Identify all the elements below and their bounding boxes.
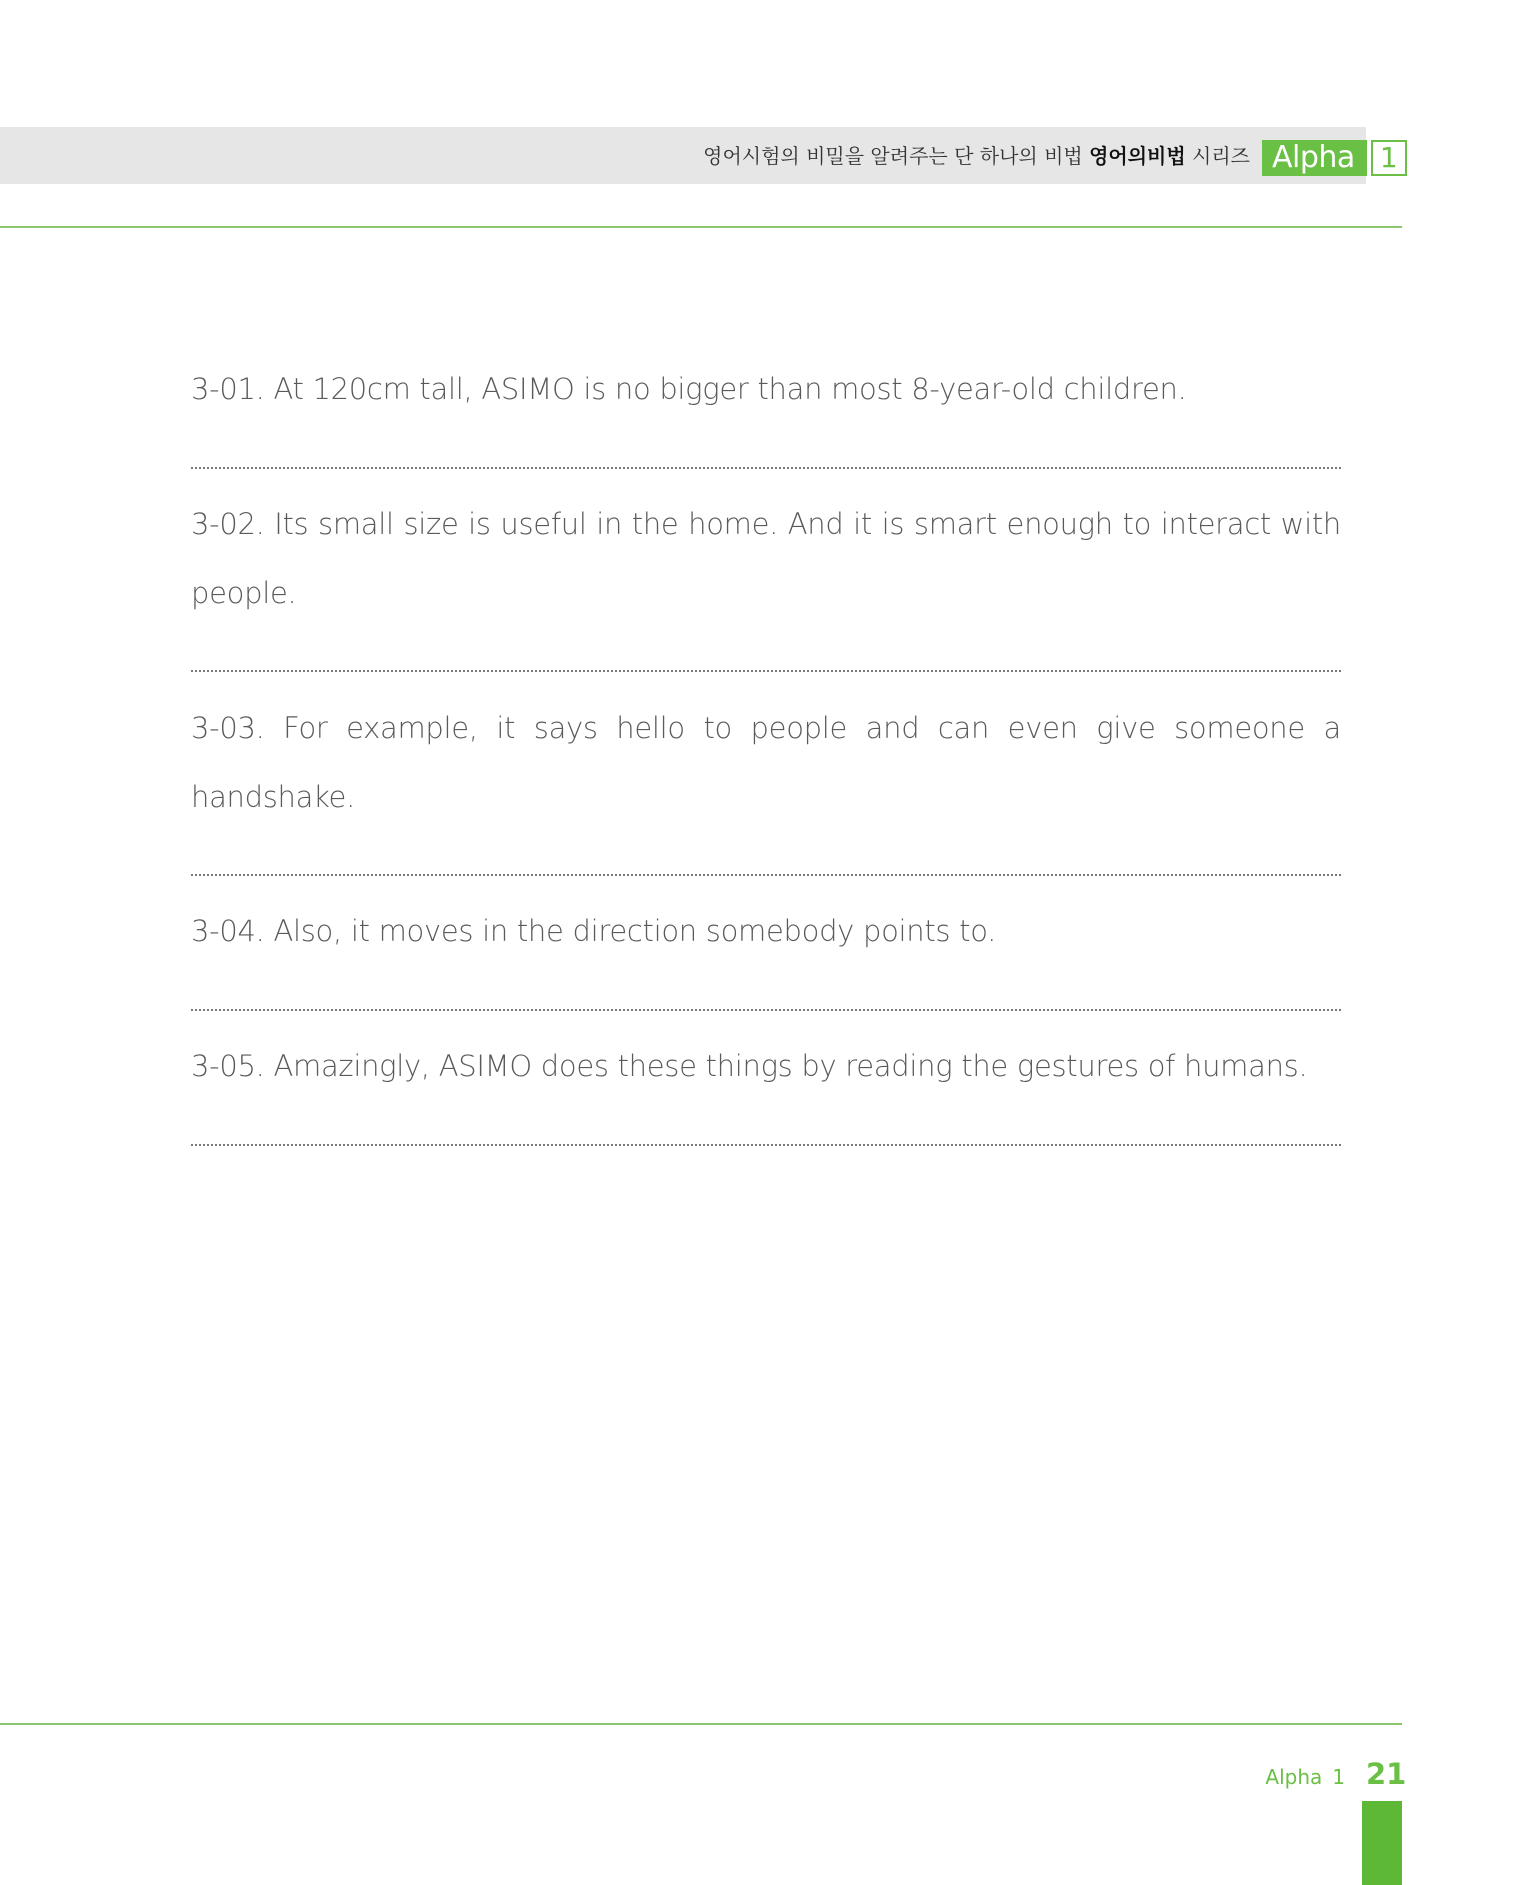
series-tagline xyxy=(703,143,1250,169)
answer-line-3-01[interactable] xyxy=(191,467,1341,469)
series-name: Alpha xyxy=(1262,140,1367,176)
tagline-prefix: 영어시험의 비밀을 알려주는 단 하나의 비법 xyxy=(703,144,1090,168)
header-divider xyxy=(0,226,1402,228)
page-number: 21 xyxy=(1366,1757,1407,1791)
sentence-3-02: 3-02. Its small size is useful in the home. And it is smart enough to interact with people. xyxy=(191,507,1341,610)
sentence-3-05: 3-05. Amazingly, ASIMO does these things by reading the gestures of humans. xyxy=(191,1049,1308,1083)
page-edge-tab xyxy=(1362,1801,1402,1885)
footer-divider xyxy=(0,1723,1402,1725)
answer-line-3-03[interactable] xyxy=(191,874,1341,876)
answer-line-3-05[interactable] xyxy=(191,1144,1341,1146)
tagline-brand: 영어의비법 xyxy=(1089,144,1186,168)
footer-series-label xyxy=(1265,1764,1345,1790)
answer-line-3-02[interactable] xyxy=(191,670,1341,672)
answer-line-3-04[interactable] xyxy=(191,1009,1341,1011)
series-number: 1 xyxy=(1371,140,1407,176)
footer-series-number: 1 xyxy=(1332,1765,1345,1789)
sentence-3-03: 3-03. For example, it says hello to people and can even give someone a handshake. xyxy=(191,711,1341,814)
footer-series-name: Alpha xyxy=(1265,1765,1323,1789)
tagline-suffix: 시리즈 xyxy=(1185,144,1250,168)
sentence-3-04: 3-04. Also, it moves in the direction somebody points to. xyxy=(191,914,997,948)
sentence-3-01: 3-01. At 120cm tall, ASIMO is no bigger than most 8-year-old children. xyxy=(191,372,1187,406)
series-badge xyxy=(1262,140,1407,176)
